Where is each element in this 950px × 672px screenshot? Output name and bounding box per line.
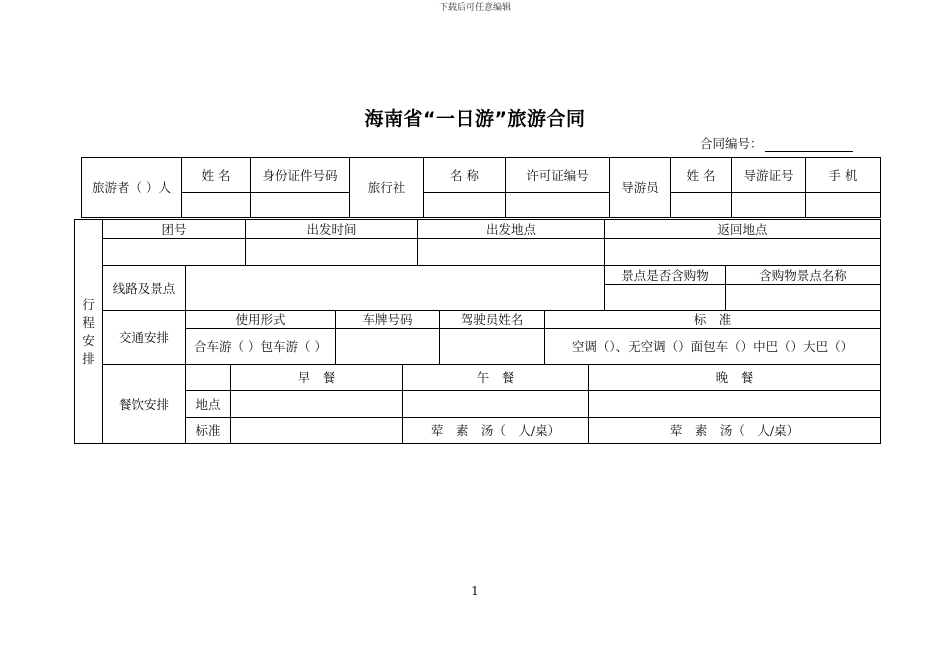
phone-field[interactable] [805,192,881,218]
departure-place-header: 出发地点 [417,219,605,239]
meals-corner-cell [185,364,231,391]
lunch-standard-field[interactable]: 荤 素 汤（ 人/桌） [402,417,589,444]
departure-time-field[interactable] [245,238,418,266]
dinner-header: 晚 餐 [588,364,881,391]
id-number-field[interactable] [250,192,350,218]
phone-header: 手 机 [805,157,881,193]
lunch-header: 午 餐 [402,364,589,391]
guide-name-field[interactable] [670,192,732,218]
tour-guide-label: 导游员 [609,157,671,218]
transport-label: 交通安排 [102,310,186,365]
breakfast-place-field[interactable] [230,390,403,418]
travel-agency-label: 旅行社 [349,157,424,218]
agency-name-header: 名 称 [423,157,506,193]
departure-place-field[interactable] [417,238,605,266]
shopping-names-field[interactable] [725,284,881,311]
shopping-names-header: 含购物景点名称 [725,265,881,285]
name-header: 姓 名 [181,157,251,193]
itinerary-label-char: 行 [82,296,95,312]
contract-number [700,134,853,152]
page-title: 海南省“一日游”旅游合同 [364,108,586,130]
driver-name-header: 驾驶员姓名 [439,310,545,329]
driver-name-field[interactable] [439,328,545,365]
departure-time-header: 出发时间 [245,219,418,239]
dinner-place-field[interactable] [588,390,881,418]
contract-number-blank[interactable] [765,139,853,152]
guide-cert-header: 导游证号 [731,157,806,193]
itinerary-label-char: 安 [82,332,95,348]
itinerary-label-char: 程 [82,314,95,330]
shopping-included-field[interactable] [604,284,726,311]
route-field[interactable] [185,265,605,311]
group-number-field[interactable] [102,238,246,266]
return-place-field[interactable] [604,238,881,266]
meal-standard-label: 标准 [185,417,231,444]
agency-name-field[interactable] [423,192,506,218]
vehicle-standard-header: 标 准 [544,310,881,329]
guide-cert-field[interactable] [731,192,806,218]
itinerary-label-text [82,296,95,368]
contract-number-label: 合同编号： [700,136,763,151]
tourist-count-label: 旅游者（ ）人 [81,157,182,218]
usage-form-header: 使用形式 [185,310,336,329]
page-number: 1 [471,584,479,598]
name-field[interactable] [181,192,251,218]
usage-form-options[interactable]: 合车游（ ）包车游（ ） [185,328,336,365]
breakfast-standard-field[interactable] [230,417,403,444]
shopping-included-header: 景点是否含购物 [604,265,726,285]
plate-number-field[interactable] [335,328,440,365]
license-number-header: 许可证编号 [505,157,610,193]
meal-place-label: 地点 [185,390,231,418]
breakfast-header: 早 餐 [230,364,403,391]
id-number-header: 身份证件号码 [250,157,350,193]
return-place-header: 返回地点 [604,219,881,239]
license-number-field[interactable] [505,192,610,218]
itinerary-label-char: 排 [82,350,95,366]
vehicle-standard-options[interactable]: 空调（）、无空调（）面包车（）中巴（）大巴（） [544,328,881,365]
dinner-standard-field[interactable]: 荤 素 汤（ 人/桌） [588,417,881,444]
group-number-header: 团号 [102,219,246,239]
plate-number-header: 车牌号码 [335,310,440,329]
route-label: 线路及景点 [102,265,186,311]
itinerary-label [74,219,103,444]
header-note: 下载后可任意编辑 [438,3,511,13]
meals-label: 餐饮安排 [102,364,186,444]
guide-name-header: 姓 名 [670,157,732,193]
lunch-place-field[interactable] [402,390,589,418]
